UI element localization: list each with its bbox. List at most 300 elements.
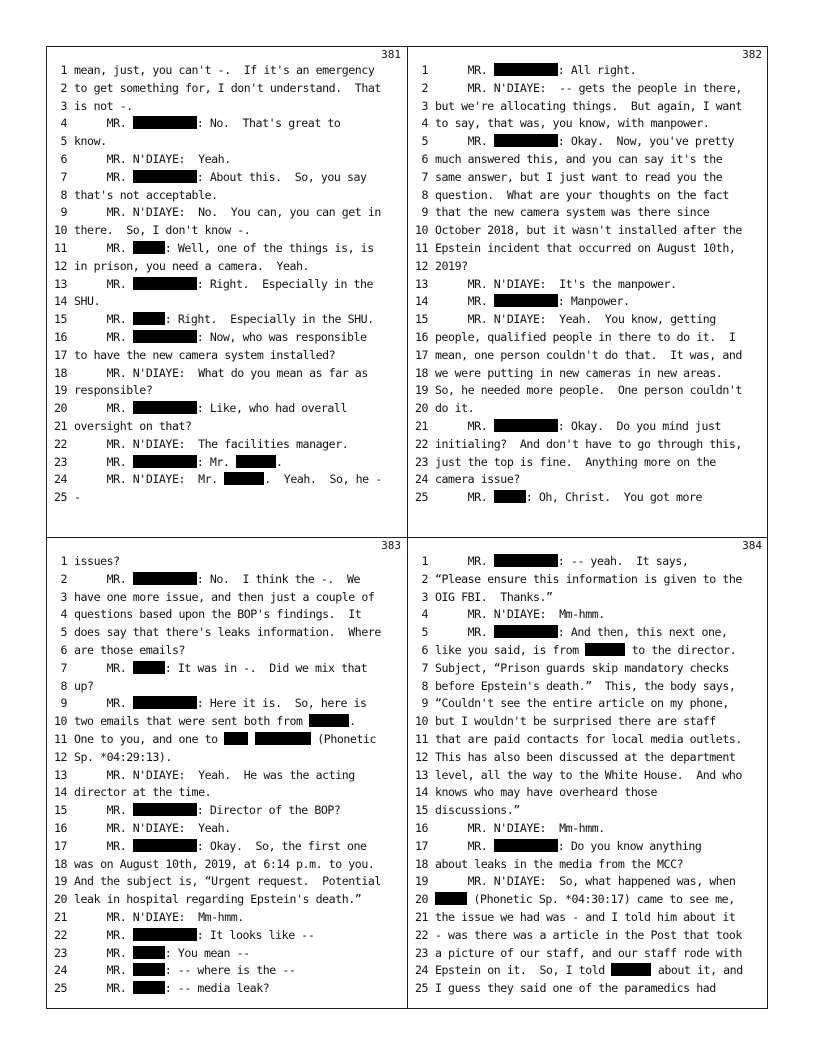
transcript-line xyxy=(408,945,768,963)
line-number: 3 xyxy=(60,98,67,113)
line-text: MR. : Well, one of the things is, is xyxy=(74,241,374,255)
redaction-bar xyxy=(133,572,197,585)
transcript-line xyxy=(47,962,407,980)
line-text: MR. : Manpower. xyxy=(435,294,630,309)
transcript-line xyxy=(408,258,768,276)
transcript-line xyxy=(47,802,407,820)
transcript-sheet xyxy=(46,46,768,1009)
line-number: 13 xyxy=(53,767,67,782)
transcript-line xyxy=(47,454,407,472)
page-panel-384 xyxy=(408,538,768,1009)
redaction-bar xyxy=(494,419,558,432)
transcript-line xyxy=(408,382,768,400)
transcript-line xyxy=(47,571,407,589)
line-text: a picture of our staff, and our staff rode with xyxy=(435,945,742,960)
line-number: 1 xyxy=(60,63,67,77)
transcript-line xyxy=(408,749,768,767)
transcript-line xyxy=(47,873,407,891)
line-text: MR. N'DIAYE: Yeah. xyxy=(74,821,231,835)
redaction-bar xyxy=(133,839,197,852)
line-text: question. What are your thoughts on the fact xyxy=(435,187,729,202)
transcript-line xyxy=(47,115,407,133)
line-number: 25 xyxy=(53,490,67,505)
line-text: mean, just, you can't -. If it's an emergency xyxy=(74,63,375,77)
line-text: there. So, I don't know -. xyxy=(74,223,251,238)
line-text: One to you, and one to (Phonetic xyxy=(74,732,377,746)
line-number: 16 xyxy=(414,821,428,835)
transcript-line xyxy=(47,276,407,294)
transcript-line xyxy=(47,589,407,607)
transcript-line xyxy=(47,784,407,802)
line-number: 23 xyxy=(414,454,428,469)
line-text: MR. : Here it is. So, here is xyxy=(74,696,367,711)
line-number: 16 xyxy=(53,821,67,835)
page-panel-383 xyxy=(47,538,407,1009)
redaction-bar xyxy=(585,643,625,656)
line-text: MR. : It was in -. Did we mix that xyxy=(74,660,368,675)
line-text: is not -. xyxy=(74,98,133,113)
line-number: 16 xyxy=(53,330,67,344)
line-text: MR. : Do you know anything xyxy=(435,838,702,853)
redaction-bar xyxy=(494,839,558,852)
transcript-line xyxy=(408,980,768,998)
redaction-bar xyxy=(224,472,264,485)
line-text: MR. N'DIAYE: So, what happened was, when xyxy=(435,874,736,889)
line-text: “Please ensure this information is given to the xyxy=(435,571,742,586)
transcript-line xyxy=(408,187,768,205)
redaction-bar xyxy=(435,892,467,905)
line-text: have one more issue, and then just a couple of xyxy=(74,589,375,604)
redaction-bar xyxy=(133,330,197,343)
line-text: OIG FBI. Thanks.” xyxy=(435,589,553,604)
line-number: 23 xyxy=(53,945,67,960)
transcript-line xyxy=(408,909,768,927)
redaction-bar xyxy=(133,928,197,941)
line-text: And the subject is, “Urgent request. Potential xyxy=(74,874,381,889)
line-text: MR. N'DIAYE: Mm-hmm. xyxy=(435,821,605,835)
line-text: like you said, is from to the director. xyxy=(435,643,737,657)
page-panel-381 xyxy=(47,47,407,537)
transcript-line xyxy=(408,784,768,802)
line-text: MR. N'DIAYE: Yeah. You know, getting xyxy=(435,312,716,327)
transcript-line xyxy=(47,151,407,169)
line-text: just the top is fine. Anything more on the xyxy=(435,454,716,469)
transcript-line xyxy=(408,927,768,945)
line-text: responsible? xyxy=(74,383,153,398)
transcript-line xyxy=(47,347,407,365)
line-number: 10 xyxy=(53,223,67,238)
transcript-line xyxy=(47,400,407,418)
line-text: oversight on that? xyxy=(74,419,192,433)
transcript-line xyxy=(47,606,407,624)
transcript-line xyxy=(408,454,768,472)
transcript-line xyxy=(47,80,407,98)
line-text: MR. : All right. xyxy=(435,63,637,77)
line-number: 4 xyxy=(421,607,428,622)
transcript-line xyxy=(408,873,768,891)
redaction-bar xyxy=(309,714,349,727)
line-number: 3 xyxy=(421,589,428,604)
line-number: 5 xyxy=(421,134,428,149)
line-number: 5 xyxy=(421,625,428,640)
transcript-line xyxy=(408,276,768,294)
line-text: that the new camera system was there since xyxy=(435,205,710,220)
line-text: MR. : And then, this next one, xyxy=(435,625,728,640)
line-number: 6 xyxy=(60,643,67,657)
transcript-line xyxy=(47,293,407,311)
transcript-line xyxy=(47,927,407,945)
line-text: I guess they said one of the paramedics had xyxy=(435,981,716,996)
redaction-bar xyxy=(494,490,526,503)
redaction-bar xyxy=(494,625,558,638)
redaction-bar xyxy=(133,116,197,129)
transcript-line xyxy=(47,204,407,222)
redaction-bar xyxy=(133,241,165,254)
line-text: MR. N'DIAYE: Yeah. xyxy=(74,152,231,166)
line-text: SHU. xyxy=(74,294,101,309)
transcript-line xyxy=(47,489,407,507)
line-number: 11 xyxy=(414,241,428,255)
line-text: MR. : -- where is the -- xyxy=(74,963,296,978)
line-text: MR. N'DIAYE: Mr. . Yeah. So, he - xyxy=(74,472,382,487)
line-number: 15 xyxy=(414,312,428,327)
line-text: MR. : Like, who had overall xyxy=(74,401,347,416)
line-number: 20 xyxy=(414,401,428,416)
line-text: know. xyxy=(74,134,107,149)
line-number: 4 xyxy=(60,607,67,622)
line-text: MR. : Okay. So, the first one xyxy=(74,838,367,853)
line-number: 25 xyxy=(53,981,67,996)
line-number: 19 xyxy=(53,383,67,398)
line-number: 2 xyxy=(60,571,67,586)
line-number: 10 xyxy=(414,714,428,729)
line-number: 19 xyxy=(414,383,428,398)
line-text: MR. : Oh, Christ. You got more xyxy=(435,490,703,505)
line-number: 21 xyxy=(414,419,428,433)
line-number: 13 xyxy=(53,276,67,291)
transcript-line xyxy=(47,713,407,731)
line-text: does say that there's leaks information. Where xyxy=(74,625,381,640)
line-text: Subject, “Prison guards skip mandatory checks xyxy=(435,660,729,675)
transcript-line xyxy=(408,115,768,133)
transcript-line xyxy=(408,62,768,80)
line-number: 10 xyxy=(53,714,67,729)
line-number: 22 xyxy=(53,436,67,451)
transcript-line xyxy=(408,642,768,660)
redaction-bar xyxy=(133,661,165,674)
line-text: that's not acceptable. xyxy=(74,187,218,202)
transcript-line xyxy=(47,624,407,642)
line-text: MR. N'DIAYE: Yeah. He was the acting xyxy=(74,767,355,782)
line-number: 13 xyxy=(414,276,428,291)
line-number: 5 xyxy=(60,625,67,640)
line-number: 6 xyxy=(60,152,67,166)
line-number: 7 xyxy=(421,660,428,675)
redaction-bar xyxy=(133,455,197,468)
line-text: MR. : Mr. . xyxy=(74,454,283,469)
redaction-bar xyxy=(133,803,197,816)
line-text: (Phonetic Sp. *04:30:17) came to see me, xyxy=(435,891,766,909)
transcript-line xyxy=(47,240,407,258)
transcript-line xyxy=(47,767,407,785)
transcript-line xyxy=(408,329,768,347)
line-number: 8 xyxy=(421,678,428,693)
line-text: to say, that was, you know, with manpower. xyxy=(435,116,710,131)
transcript-line xyxy=(47,187,407,205)
transcript-line xyxy=(47,642,407,660)
transcript-line xyxy=(47,695,407,713)
line-number: 19 xyxy=(53,874,67,889)
redaction-bar xyxy=(224,732,248,745)
line-text: MR. : You mean -- xyxy=(74,945,250,960)
transcript-line xyxy=(408,820,768,838)
transcript-line xyxy=(408,962,768,980)
line-text: MR. N'DIAYE: Mm-hmm. xyxy=(435,607,605,622)
line-number: 12 xyxy=(53,258,67,273)
line-text: discussions.” xyxy=(435,803,520,818)
line-text: but we're allocating things. But again, I want xyxy=(435,98,742,113)
line-text: initialing? And don't have to go through this, xyxy=(435,436,742,451)
transcript-line xyxy=(408,400,768,418)
transcript-line xyxy=(408,489,768,507)
transcript-line xyxy=(47,382,407,400)
line-number: 17 xyxy=(53,347,67,362)
line-number: 8 xyxy=(421,187,428,202)
line-text: MR. : -- media leak? xyxy=(74,981,270,996)
transcript-line xyxy=(47,820,407,838)
line-number: 24 xyxy=(414,963,428,978)
line-text: MR. : No. I think the -. We xyxy=(74,571,361,586)
line-text: same answer, but I just want to read you the xyxy=(435,169,723,184)
line-text: MR. N'DIAYE: No. You can, you can get in xyxy=(74,205,381,220)
line-number: 17 xyxy=(414,838,428,853)
line-text: MR. : No. That's great to xyxy=(74,116,341,131)
page-number: 384 xyxy=(742,539,762,552)
line-text: issues? xyxy=(74,554,120,568)
line-number: 22 xyxy=(414,927,428,942)
transcript-line xyxy=(408,204,768,222)
line-text: to get something for, I don't understand. That xyxy=(74,80,381,95)
line-number: 12 xyxy=(414,749,428,764)
line-number: 14 xyxy=(414,785,428,800)
line-number: 9 xyxy=(421,696,428,711)
line-text: So, he needed more people. One person couldn't xyxy=(435,383,742,398)
line-text: the issue we had was - and I told him about it xyxy=(435,910,736,924)
line-number: 6 xyxy=(421,643,428,657)
line-text: MR. : -- yeah. It says, xyxy=(435,554,689,568)
line-text: MR. : About this. So, you say xyxy=(74,169,367,184)
line-number: 24 xyxy=(53,472,67,487)
transcript-line xyxy=(47,311,407,329)
line-number: 24 xyxy=(414,472,428,487)
transcript-line xyxy=(47,553,407,571)
redaction-bar xyxy=(133,312,165,325)
page-number: 381 xyxy=(381,48,401,61)
line-number: 8 xyxy=(60,678,67,693)
transcript-line xyxy=(408,802,768,820)
line-number: 7 xyxy=(60,169,67,184)
line-text: questions based upon the BOP's findings. It xyxy=(74,607,362,622)
line-text: MR. N'DIAYE: What do you mean as far as xyxy=(74,365,368,380)
line-number: 23 xyxy=(414,945,428,960)
line-number: 9 xyxy=(421,205,428,220)
line-number: 16 xyxy=(414,330,428,344)
line-text: camera issue? xyxy=(435,472,520,487)
redaction-bar xyxy=(133,963,165,976)
redaction-bar xyxy=(133,170,197,183)
transcript-line xyxy=(408,713,768,731)
line-number: 3 xyxy=(60,589,67,604)
line-text: was on August 10th, 2019, at 6:14 p.m. to you. xyxy=(74,856,375,871)
line-text: 2019? xyxy=(435,258,468,273)
redaction-bar xyxy=(133,946,165,959)
transcript-line xyxy=(47,418,407,436)
line-text: mean, one person couldn't do that. It was, and xyxy=(435,347,742,362)
line-number: 9 xyxy=(60,696,67,711)
line-text: to have the new camera system installed? xyxy=(74,347,336,362)
line-number: 10 xyxy=(414,223,428,238)
line-number: 21 xyxy=(53,910,67,924)
line-text: MR. : Okay. Do you mind just xyxy=(435,419,722,433)
line-text: This has also been discussed at the department xyxy=(435,749,736,764)
line-text: Epstein on it. So, I told about it, and xyxy=(435,963,743,978)
transcript-line xyxy=(408,151,768,169)
line-text: are those emails? xyxy=(74,643,186,657)
line-number: 12 xyxy=(414,258,428,273)
transcript-line xyxy=(408,856,768,874)
line-number: 21 xyxy=(414,910,428,924)
redaction-bar xyxy=(494,134,558,147)
line-number: 4 xyxy=(60,116,67,131)
line-number: 15 xyxy=(53,803,67,818)
transcript-line xyxy=(47,169,407,187)
line-number: 22 xyxy=(53,927,67,942)
line-number: 12 xyxy=(53,749,67,764)
line-number: 18 xyxy=(53,365,67,380)
transcript-line xyxy=(408,240,768,258)
line-text: MR. : Director of the BOP? xyxy=(74,803,341,818)
line-text: level, all the way to the White House. And who xyxy=(435,767,742,782)
line-text: up? xyxy=(74,678,94,693)
transcript-line xyxy=(47,856,407,874)
transcript-line xyxy=(408,678,768,696)
line-number: 20 xyxy=(414,892,428,907)
line-text: in prison, you need a camera. Yeah. xyxy=(74,258,310,273)
transcript-line xyxy=(47,980,407,998)
transcript-line xyxy=(408,98,768,116)
line-number: 3 xyxy=(421,98,428,113)
line-text: MR. N'DIAYE: It's the manpower. xyxy=(435,276,677,291)
page-number: 383 xyxy=(381,539,401,552)
redaction-bar xyxy=(494,63,558,76)
line-number: 22 xyxy=(414,436,428,451)
transcript-line xyxy=(408,133,768,151)
page-number: 382 xyxy=(742,48,762,61)
transcript-line xyxy=(408,418,768,436)
line-number: 18 xyxy=(414,856,428,871)
line-text: that are paid contacts for local media outlets. xyxy=(435,732,742,746)
transcript-line xyxy=(47,133,407,151)
line-number: 15 xyxy=(414,803,428,818)
line-number: 25 xyxy=(414,981,428,996)
line-number: 17 xyxy=(414,347,428,362)
transcript-line xyxy=(408,660,768,678)
transcript-line xyxy=(408,311,768,329)
line-number: 11 xyxy=(53,241,67,255)
line-number: 4 xyxy=(421,116,428,131)
line-text: - xyxy=(74,490,81,505)
transcript-line xyxy=(47,909,407,927)
line-number: 2 xyxy=(60,80,67,95)
line-text: we were putting in new cameras in new areas. xyxy=(435,365,723,380)
line-number: 5 xyxy=(60,134,67,149)
line-number: 2 xyxy=(421,80,428,95)
transcript-line xyxy=(47,749,407,767)
line-number: 8 xyxy=(60,187,67,202)
transcript-line xyxy=(47,945,407,963)
transcript-line xyxy=(408,624,768,642)
transcript-line xyxy=(408,891,768,909)
redaction-bar xyxy=(133,401,197,414)
transcript-line xyxy=(408,347,768,365)
line-text: Sp. *04:29:13). xyxy=(74,749,172,764)
line-number: 7 xyxy=(60,660,67,675)
line-number: 21 xyxy=(53,419,67,433)
line-number: 1 xyxy=(421,554,428,568)
transcript-line xyxy=(408,365,768,383)
line-text: MR. : It looks like -- xyxy=(74,927,315,942)
transcript-line xyxy=(408,838,768,856)
transcript-line xyxy=(47,258,407,276)
transcript-line xyxy=(408,553,768,571)
line-text: do it. xyxy=(435,401,475,416)
transcript-line xyxy=(408,767,768,785)
transcript-line xyxy=(408,293,768,311)
transcript-line xyxy=(408,436,768,454)
transcript-line xyxy=(47,678,407,696)
line-number: 9 xyxy=(60,205,67,220)
line-text: MR. : Now, who was responsible xyxy=(74,330,367,344)
line-number: 15 xyxy=(53,312,67,327)
transcript-line xyxy=(47,471,407,489)
transcript-line xyxy=(47,62,407,80)
transcript-line xyxy=(408,695,768,713)
line-text: much answered this, and you can say it's the xyxy=(435,152,723,166)
transcript-line xyxy=(47,365,407,383)
transcript-line xyxy=(47,222,407,240)
line-text: Epstein incident that occurred on August 10th, xyxy=(435,241,736,255)
line-text: - was there was a article in the Post that took xyxy=(435,927,742,942)
redaction-bar xyxy=(611,963,651,976)
line-number: 14 xyxy=(53,294,67,309)
line-number: 23 xyxy=(53,454,67,469)
line-number: 18 xyxy=(414,365,428,380)
line-text: before Epstein's death.” This, the body says, xyxy=(435,678,736,693)
line-number: 1 xyxy=(421,63,428,77)
transcript-line xyxy=(47,98,407,116)
line-number: 13 xyxy=(414,767,428,782)
line-number: 19 xyxy=(414,874,428,889)
transcript-line xyxy=(408,731,768,749)
page-panel-382 xyxy=(408,47,768,537)
line-number: 6 xyxy=(421,152,428,166)
redaction-bar xyxy=(133,277,197,290)
redaction-bar xyxy=(133,696,197,709)
line-number: 20 xyxy=(53,401,67,416)
line-number: 11 xyxy=(53,732,67,746)
transcript-line xyxy=(47,329,407,347)
line-number: 24 xyxy=(53,963,67,978)
